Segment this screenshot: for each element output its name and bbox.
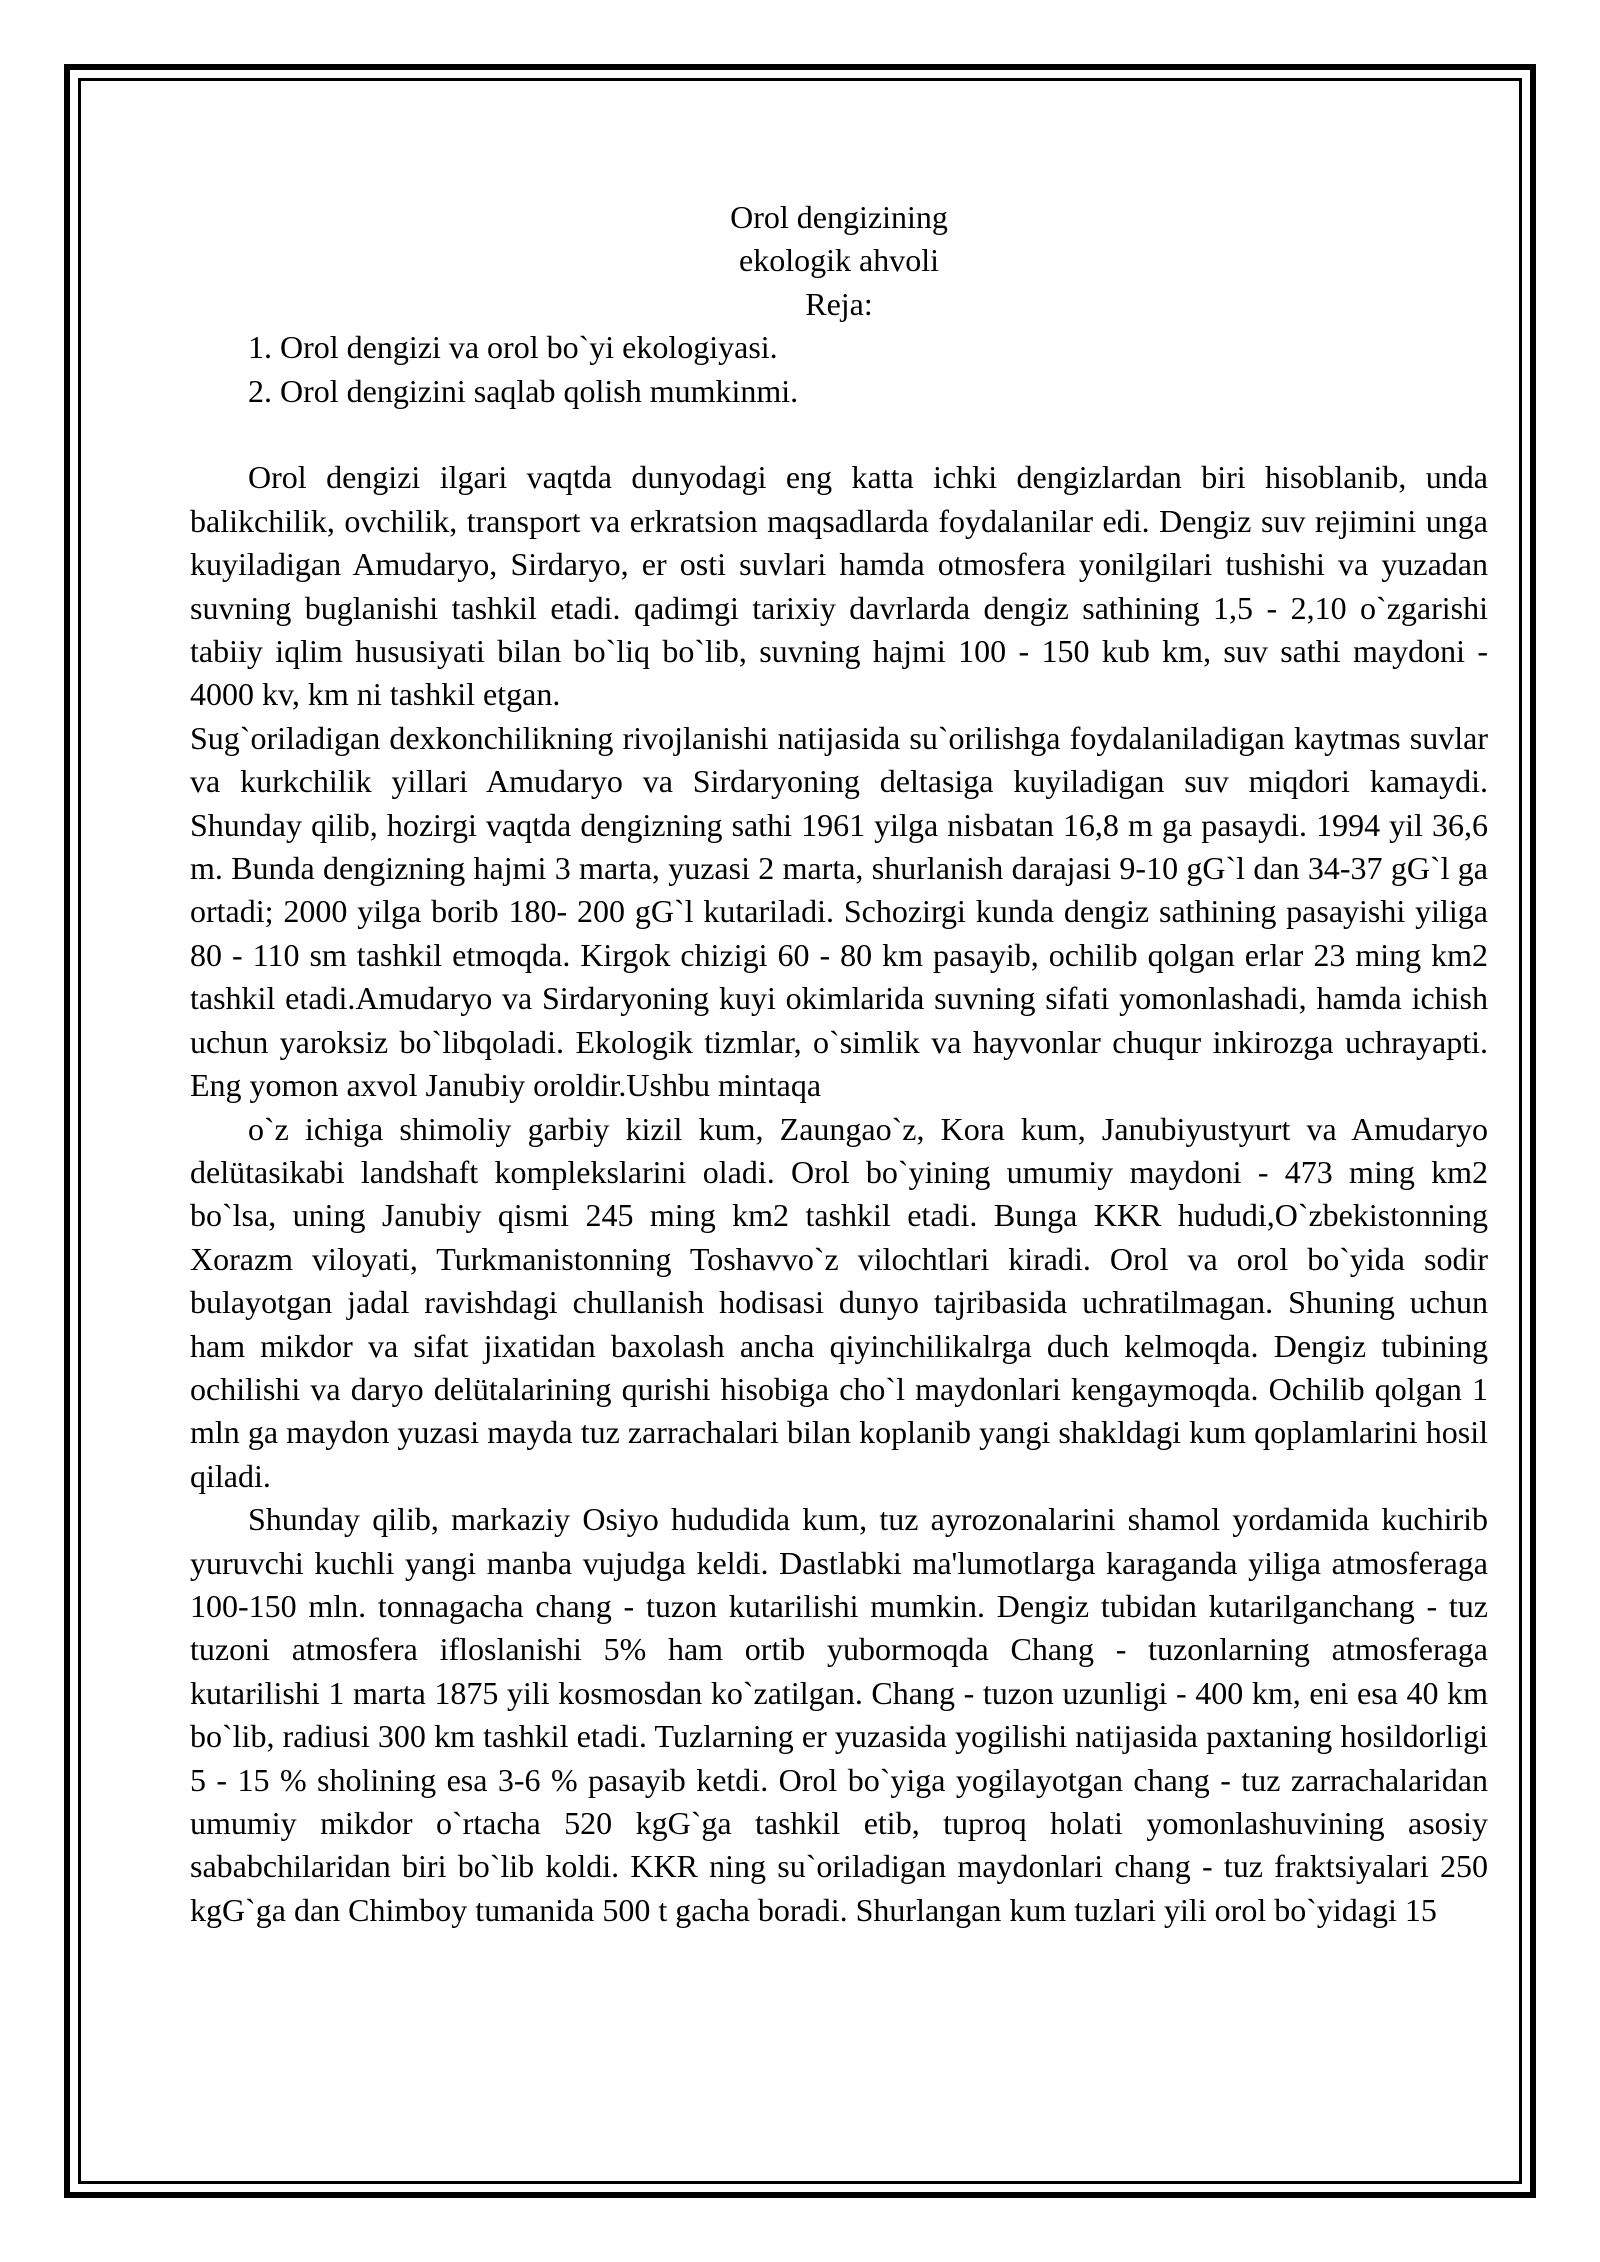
paragraph-3: o`z ichiga shimoliy garbiy kizil kum, Zaungao`z, Kora kum, Janubiyustyurt va Amudaryo delütasikabi landshaft komplekslarini oladi. Orol bo`yining umumiy maydoni - 473 ming km2 bo`lsa, uning Janubiy qismi 245 ming km2 tashkil etadi. Bunga KKR hududi,O`zbekistonning Xorazm viloyati, Turkmanistonning Toshavvo`z vilochtlari kiradi. Orol va orol bo`yida sodir bulayotgan jadal ravishdagi chullanish hodisasi dunyo tajribasida uchratilmagan. Shuning uchun ham mikdor va sifat jixatidan baxolash ancha qiyinchilikalrga duch kelmoqda. Dengiz tubining ochilishi va daryo delütalarining qurishi hisobiga cho`l maydonlari kengaymoqda. Ochilib qolgan 1 mln ga maydon yuzasi mayda tuz zarrachalari bilan koplanib yangi shakldagi kum qoplamlarini hosil qiladi. [190, 1110, 1488, 1494]
title-line-2: ekologik ahvoli [739, 242, 939, 279]
document-body [190, 196, 1488, 1932]
paragraph-1: Orol dengizi ilgari vaqtda dunyodagi eng katta ichki dengizlardan biri hisoblanib, unda balikchilik, ovchilik, transport va erkratsion maqsadlarda foydalanilar edi. Dengiz suv rejimini unga kuyiladigan Amudaryo, Sirdaryo, er osti suvlari hamda otmosfera yonilgilari tushishi va yuzadan suvning buglanishi tashkil etadi. qadimgi tarixiy davrlarda dengiz sathining 1,5 - 2,10 o`zgarishi tabiiy iqlim hususiyati bilan bo`liq bo`lib, suvning hajmi 100 - 150 kub km, suv sathi maydoni - 4000 kv, km ni tashkil etgan. [190, 459, 1488, 713]
title-line-1: Orol dengizining [730, 199, 948, 235]
blank-line [190, 413, 1488, 456]
paragraph-2: Sug`oriladigan dexkonchilikning rivojlanishi natijasida su`orilishga foydalaniladigan kaytmas suvlar va kurkchilik yillari Amudaryo va Sirdaryoning deltasiga kuyiladigan suv miqdori kamaydi. Shunday qilib, hozirgi vaqtda dengizning sathi 1961 yilga nisbatan 16,8 m ga pasaydi. 1994 yil 36,6 m. Bunda dengizning hajmi 3 marta, yuzasi 2 marta, shurlanish darajasi 9-10 gG`l dan 34-37 gG`l ga ortadi; 2000 yilga borib 180- 200 gG`l kutariladi. Schozirgi kunda dengiz sathining pasayishi yiliga 80 - 110 sm tashkil etmoqda. Kirgok chizigi 60 - 80 km pasayib, ochilib qolgan erlar 23 ming km2 tashkil etadi.Amudaryo va Sirdaryoning kuyi okimlarida suvning sifati yomonlashadi, hamda ichish uchun yaroksiz bo`libqoladi. Ekologik tizmlar, o`simlik va hayvonlar chuqur inkirozga uchrayapti. Eng yomon axvol Janubiy oroldir.Ushbu mintaqa [190, 719, 1488, 1104]
paragraph-4: Shunday qilib, markaziy Osiyo hududida kum, tuz ayrozonalarini shamol yordamida kuchirib yuruvchi kuchli yangi manba vujudga keldi. Dastlabki ma'lumotlarga karaganda yiliga atmosferaga 100-150 mln. tonnagacha chang - tuzon kutarilishi mumkin. Dengiz tubidan kutarilganchang - tuz tuzoni atmosfera ifloslanishi 5% ham ortib yubormoqda Chang - tuzonlarning atmosferaga kutarilishi 1 marta 1875 yili kosmosdan ko`zatilgan. Chang - tuzon uzunligi - 400 km, eni esa 40 km bo`lib, radiusi 300 km tashkil etadi. Tuzlarning er yuzasida yogilishi natijasida paxtaning hosildorligi 5 - 15 % sholining esa 3-6 % pasayib ketdi. Orol bo`yiga yogilayotgan chang - tuz zarrachalaridan umumiy mikdor o`rtacha 520 kgG`ga tashkil etib, tuproq holati yomonlashuvining asosiy sababchilaridan biri bo`lib koldi. KKR ning su`oriladigan maydonlari chang - tuz fraktsiyalari 250 kgG`ga dan Chimboy tumanida 500 t gacha boradi. Shurlangan kum tuzlari yili orol bo`yidagi 15 [190, 1501, 1488, 1928]
plan-item-1: 1. Orol dengizi va orol bo`yi ekologiyasi. [248, 329, 778, 366]
plan-item-2: 2. Orol dengizini saqlab qolish mumkinmi. [248, 372, 799, 409]
plan-heading: Reja: [805, 285, 873, 322]
